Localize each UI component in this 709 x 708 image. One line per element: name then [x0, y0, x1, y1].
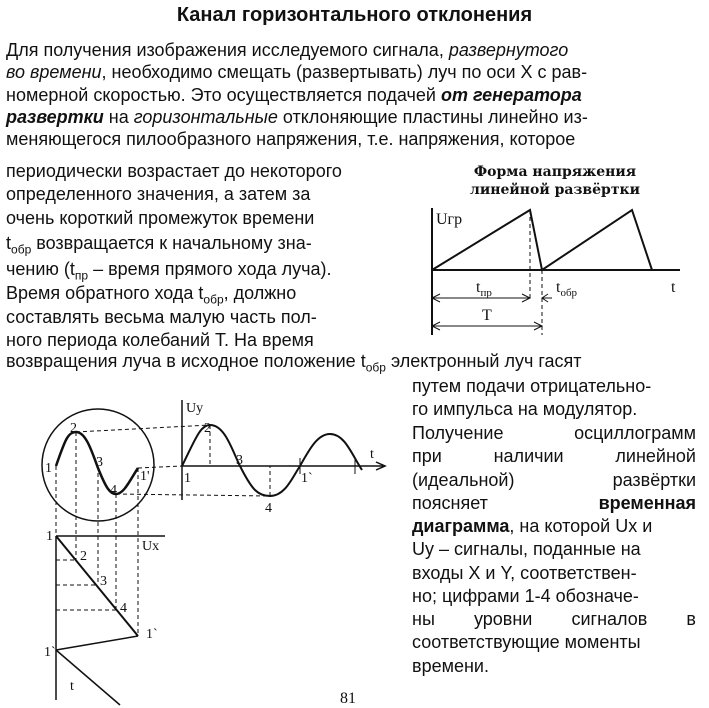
text-line: (идеальной) развёртки — [412, 470, 696, 490]
text-line: меняющегося пилообразного напряжения, т.е. напряжения, которое — [6, 129, 576, 149]
svg-text:1`: 1` — [44, 645, 56, 660]
text-line: возвращения луча в исходное положение $t_{обр}$ электронный луч гасят — [6, 351, 582, 375]
axis-label-t: t — [671, 279, 676, 296]
text-line: развертки на горизонтальные отклоняющие пластины линейно из- — [6, 107, 588, 127]
text-line: поясняет временная — [412, 493, 696, 513]
text-line: при наличии линейной — [412, 446, 696, 466]
label-period: T — [482, 307, 492, 324]
svg-text:1': 1' — [140, 469, 150, 484]
text-line: Uy – сигналы, поданные на — [412, 539, 641, 559]
svg-text:3: 3 — [236, 453, 243, 468]
label-t-pr: $t_{пр}$ — [476, 279, 492, 299]
label-t-top: t — [370, 447, 374, 462]
svg-text:1: 1 — [184, 471, 191, 486]
svg-text:4: 4 — [110, 483, 117, 498]
text-line: путем подачи отрицательно- — [412, 376, 652, 396]
text-line: диаграмма, на которой Ux и — [412, 516, 653, 536]
svg-text:1: 1 — [45, 461, 52, 476]
svg-text:3: 3 — [96, 455, 103, 470]
svg-text:4: 4 — [120, 601, 127, 616]
svg-text:2: 2 — [70, 421, 77, 436]
text-line: $t_{обр}$ возвращается к начальному зна- — [6, 233, 312, 257]
svg-text:1`: 1` — [301, 471, 313, 486]
text-line: времени. — [412, 656, 489, 676]
axis-label-ugr: Uгр — [436, 211, 463, 228]
svg-text:1`: 1` — [146, 627, 158, 642]
text-line: соответствующие моменты — [412, 632, 641, 652]
figure-title: Форма напряжения линейной развёртки — [469, 164, 641, 198]
text-line: ны уровни сигналов в — [412, 609, 696, 629]
label-ux: Ux — [142, 539, 160, 554]
text-line: ного периода колебаний T. На время — [6, 330, 314, 350]
svg-text:3: 3 — [100, 574, 107, 589]
label-t-bottom: t — [70, 679, 74, 694]
page-number: 81 — [340, 690, 356, 707]
svg-text:1: 1 — [46, 529, 53, 544]
text-line: Время обратного хода $t_{обр}$, должно — [6, 283, 297, 307]
text-line: Для получения изображения исследуемого сигнала, развернутого — [6, 40, 569, 60]
text-line: го импульса на модулятор. — [412, 399, 638, 419]
text-line: во времени, необходимо смещать (развертывать) луч по оси X с рав- — [6, 62, 588, 82]
svg-text:2: 2 — [80, 549, 87, 564]
text-line: входы X и Y, соответствен- — [412, 563, 637, 583]
svg-text:4: 4 — [265, 501, 272, 516]
text-line: номерной скоростью. Это осуществляется подачей от генератора — [6, 85, 582, 105]
text-line: периодически возрастает до некоторого — [6, 161, 342, 181]
text-line: чению ($t_{пр}$ – время прямого хода луча). — [6, 259, 332, 283]
text-line: определенного значения, а затем за — [6, 184, 311, 204]
label-t-obr: $t_{обр}$ — [556, 279, 578, 299]
text-line: Получение осциллограмм — [412, 423, 696, 443]
label-uy: Uy — [186, 401, 204, 416]
text-line: составлять весьма малую часть пол- — [6, 307, 317, 327]
page-title: Канал горизонтального отклонения — [176, 4, 533, 26]
svg-text:2: 2 — [204, 421, 211, 436]
text-line: очень короткий промежуток времени — [6, 208, 315, 228]
text-line: но; цифрами 1-4 обозначе- — [412, 586, 639, 606]
